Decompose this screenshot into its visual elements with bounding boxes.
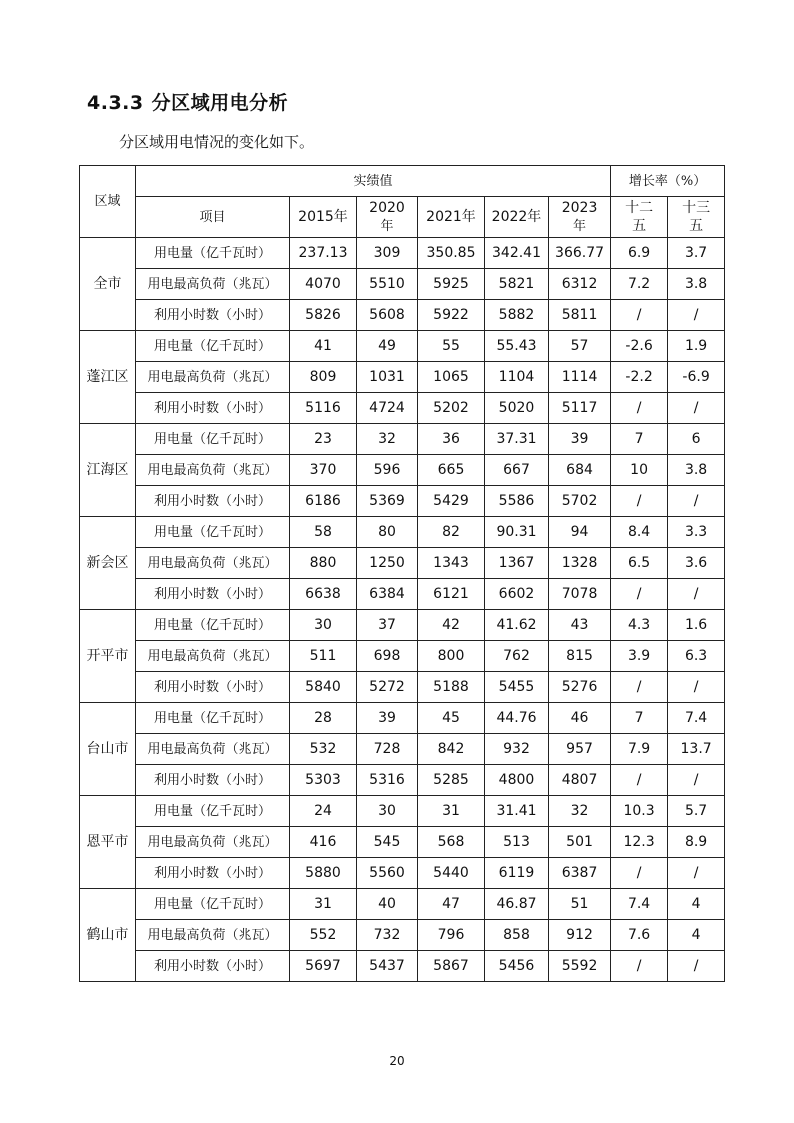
growth-cell: 8.4	[611, 517, 668, 548]
item-label: 用电最高负荷（兆瓦）	[136, 362, 290, 393]
value-cell: 4807	[549, 765, 611, 796]
growth-cell: 4	[668, 920, 725, 951]
item-label: 利用小时数（小时）	[136, 579, 290, 610]
growth-cell: 7.2	[611, 269, 668, 300]
value-cell: 366.77	[549, 238, 611, 269]
table-row	[80, 362, 725, 393]
value-cell: 880	[290, 548, 357, 579]
value-cell: 6312	[549, 269, 611, 300]
growth-cell: /	[668, 486, 725, 517]
growth-cell: 7.4	[611, 889, 668, 920]
region-name: 全市	[80, 238, 136, 331]
growth-cell: /	[611, 765, 668, 796]
page-number: 20	[389, 1054, 405, 1068]
value-cell: 684	[549, 455, 611, 486]
value-cell: 6121	[418, 579, 485, 610]
value-cell: 82	[418, 517, 485, 548]
value-cell: 5826	[290, 300, 357, 331]
value-cell: 30	[357, 796, 418, 827]
intro-paragraph: 分区域用电情况的变化如下。	[119, 133, 315, 151]
value-cell: 23	[290, 424, 357, 455]
value-cell: 5702	[549, 486, 611, 517]
item-label: 用电量（亿千瓦时）	[136, 424, 290, 455]
value-cell: 732	[357, 920, 418, 951]
growth-cell: 13.7	[668, 734, 725, 765]
growth-period-line: 十二	[625, 200, 654, 216]
section-heading	[87, 88, 288, 115]
value-cell: 5316	[357, 765, 418, 796]
value-cell: 7078	[549, 579, 611, 610]
header-row-2	[80, 197, 725, 238]
growth-cell: 7.4	[668, 703, 725, 734]
value-cell: 5840	[290, 672, 357, 703]
year-header-line: 2023	[561, 199, 598, 216]
growth-cell: 4	[668, 889, 725, 920]
value-cell: 39	[549, 424, 611, 455]
region-name: 新会区	[80, 517, 136, 610]
growth-cell: 12.3	[611, 827, 668, 858]
table-row	[80, 269, 725, 300]
table-row	[80, 765, 725, 796]
growth-cell: /	[668, 765, 725, 796]
value-cell: 57	[549, 331, 611, 362]
growth-cell: 7	[611, 703, 668, 734]
value-cell: 55	[418, 331, 485, 362]
growth-cell: /	[611, 858, 668, 889]
growth-cell: 6.5	[611, 548, 668, 579]
value-cell: 5925	[418, 269, 485, 300]
value-cell: 5456	[485, 951, 549, 982]
growth-cell: 6.9	[611, 238, 668, 269]
year-header	[357, 197, 418, 238]
actual-header: 实绩值	[136, 166, 611, 197]
year-header-line: 2020	[369, 199, 405, 216]
value-cell: 5116	[290, 393, 357, 424]
year-header	[485, 197, 549, 238]
value-cell: 1031	[357, 362, 418, 393]
table-row	[80, 920, 725, 951]
year-header-line: 2022年	[491, 208, 542, 225]
value-cell: 32	[357, 424, 418, 455]
value-cell: 37.31	[485, 424, 549, 455]
value-cell: 728	[357, 734, 418, 765]
value-cell: 342.41	[485, 238, 549, 269]
growth-cell: 1.6	[668, 610, 725, 641]
value-cell: 5560	[357, 858, 418, 889]
year-header-suffix: 年	[573, 218, 587, 234]
table-row	[80, 889, 725, 920]
item-label: 利用小时数（小时）	[136, 300, 290, 331]
value-cell: 596	[357, 455, 418, 486]
value-cell: 24	[290, 796, 357, 827]
table-row	[80, 734, 725, 765]
growth-cell: /	[611, 672, 668, 703]
value-cell: 552	[290, 920, 357, 951]
table-row	[80, 300, 725, 331]
value-cell: 932	[485, 734, 549, 765]
value-cell: 36	[418, 424, 485, 455]
value-cell: 796	[418, 920, 485, 951]
growth-cell: 3.8	[668, 269, 725, 300]
value-cell: 809	[290, 362, 357, 393]
value-cell: 513	[485, 827, 549, 858]
table-row	[80, 393, 725, 424]
value-cell: 47	[418, 889, 485, 920]
region-name: 开平市	[80, 610, 136, 703]
value-cell: 762	[485, 641, 549, 672]
growth-header: 增长率（%）	[611, 166, 725, 197]
growth-cell: 10	[611, 455, 668, 486]
value-cell: 1104	[485, 362, 549, 393]
value-cell: 32	[549, 796, 611, 827]
item-label: 用电量（亿千瓦时）	[136, 238, 290, 269]
item-label: 用电最高负荷（兆瓦）	[136, 548, 290, 579]
growth-cell: 8.9	[668, 827, 725, 858]
table-row	[80, 951, 725, 982]
growth-cell: 7	[611, 424, 668, 455]
growth-cell: 3.3	[668, 517, 725, 548]
value-cell: 31.41	[485, 796, 549, 827]
value-cell: 5276	[549, 672, 611, 703]
value-cell: 1114	[549, 362, 611, 393]
value-cell: 46	[549, 703, 611, 734]
value-cell: 4724	[357, 393, 418, 424]
year-header	[549, 197, 611, 238]
growth-cell: -6.9	[668, 362, 725, 393]
regional-electricity-table	[79, 165, 725, 982]
value-cell: 5586	[485, 486, 549, 517]
item-label: 利用小时数（小时）	[136, 951, 290, 982]
value-cell: 912	[549, 920, 611, 951]
item-label: 利用小时数（小时）	[136, 858, 290, 889]
value-cell: 41.62	[485, 610, 549, 641]
value-cell: 28	[290, 703, 357, 734]
growth-cell: 6	[668, 424, 725, 455]
growth-cell: 7.6	[611, 920, 668, 951]
value-cell: 5455	[485, 672, 549, 703]
growth-cell: 4.3	[611, 610, 668, 641]
growth-cell: -2.2	[611, 362, 668, 393]
year-header	[418, 197, 485, 238]
value-cell: 58	[290, 517, 357, 548]
region-name: 台山市	[80, 703, 136, 796]
value-cell: 6384	[357, 579, 418, 610]
growth-cell: /	[611, 486, 668, 517]
growth-cell: 3.6	[668, 548, 725, 579]
table-row	[80, 455, 725, 486]
value-cell: 5922	[418, 300, 485, 331]
item-label: 用电量（亿千瓦时）	[136, 331, 290, 362]
value-cell: 532	[290, 734, 357, 765]
growth-cell: /	[668, 672, 725, 703]
table-row	[80, 486, 725, 517]
value-cell: 511	[290, 641, 357, 672]
table-body	[80, 238, 725, 982]
item-label: 用电最高负荷（兆瓦）	[136, 734, 290, 765]
table-row	[80, 331, 725, 362]
growth-cell: 3.8	[668, 455, 725, 486]
value-cell: 350.85	[418, 238, 485, 269]
value-cell: 5811	[549, 300, 611, 331]
growth-cell: /	[611, 300, 668, 331]
item-header: 项目	[136, 197, 290, 238]
table-row	[80, 703, 725, 734]
value-cell: 44.76	[485, 703, 549, 734]
value-cell: 31	[418, 796, 485, 827]
section-title: 分区域用电分析	[151, 92, 289, 114]
item-label: 利用小时数（小时）	[136, 393, 290, 424]
item-label: 用电最高负荷（兆瓦）	[136, 920, 290, 951]
item-label: 用电量（亿千瓦时）	[136, 796, 290, 827]
value-cell: 667	[485, 455, 549, 486]
value-cell: 5272	[357, 672, 418, 703]
value-cell: 5202	[418, 393, 485, 424]
value-cell: 37	[357, 610, 418, 641]
growth-cell: 5.7	[668, 796, 725, 827]
region-name: 鹤山市	[80, 889, 136, 982]
value-cell: 5429	[418, 486, 485, 517]
table-row	[80, 517, 725, 548]
value-cell: 4070	[290, 269, 357, 300]
value-cell: 1343	[418, 548, 485, 579]
value-cell: 6119	[485, 858, 549, 889]
item-label: 用电最高负荷（兆瓦）	[136, 455, 290, 486]
value-cell: 39	[357, 703, 418, 734]
value-cell: 46.87	[485, 889, 549, 920]
value-cell: 5608	[357, 300, 418, 331]
year-header-line: 2021年	[426, 208, 476, 225]
value-cell: 665	[418, 455, 485, 486]
value-cell: 5867	[418, 951, 485, 982]
item-label: 用电量（亿千瓦时）	[136, 889, 290, 920]
table-row	[80, 579, 725, 610]
growth-cell: 7.9	[611, 734, 668, 765]
value-cell: 815	[549, 641, 611, 672]
value-cell: 5117	[549, 393, 611, 424]
growth-cell: /	[668, 300, 725, 331]
year-header-suffix: 年	[380, 218, 394, 234]
value-cell: 370	[290, 455, 357, 486]
growth-cell: 6.3	[668, 641, 725, 672]
growth-cell: /	[668, 579, 725, 610]
value-cell: 80	[357, 517, 418, 548]
growth-period-suffix: 五	[689, 218, 704, 234]
item-label: 利用小时数（小时）	[136, 486, 290, 517]
value-cell: 957	[549, 734, 611, 765]
region-name: 江海区	[80, 424, 136, 517]
value-cell: 501	[549, 827, 611, 858]
growth-period-suffix: 五	[632, 218, 647, 234]
item-label: 用电量（亿千瓦时）	[136, 703, 290, 734]
table-row	[80, 641, 725, 672]
value-cell: 45	[418, 703, 485, 734]
value-cell: 31	[290, 889, 357, 920]
year-header	[290, 197, 357, 238]
growth-cell: /	[611, 393, 668, 424]
value-cell: 5821	[485, 269, 549, 300]
value-cell: 858	[485, 920, 549, 951]
value-cell: 1250	[357, 548, 418, 579]
table-row	[80, 827, 725, 858]
table-row	[80, 548, 725, 579]
growth-cell: 1.9	[668, 331, 725, 362]
value-cell: 43	[549, 610, 611, 641]
value-cell: 5697	[290, 951, 357, 982]
value-cell: 42	[418, 610, 485, 641]
value-cell: 545	[357, 827, 418, 858]
value-cell: 5882	[485, 300, 549, 331]
table-row	[80, 610, 725, 641]
header-row-1	[80, 166, 725, 197]
year-header-line: 2015年	[298, 208, 348, 225]
region-name: 蓬江区	[80, 331, 136, 424]
value-cell: 416	[290, 827, 357, 858]
growth-period-line: 十三	[682, 200, 711, 216]
growth-cell: /	[668, 858, 725, 889]
value-cell: 5592	[549, 951, 611, 982]
growth-cell: /	[668, 951, 725, 982]
value-cell: 30	[290, 610, 357, 641]
value-cell: 6602	[485, 579, 549, 610]
value-cell: 5510	[357, 269, 418, 300]
value-cell: 90.31	[485, 517, 549, 548]
value-cell: 5188	[418, 672, 485, 703]
table-row	[80, 424, 725, 455]
value-cell: 1367	[485, 548, 549, 579]
value-cell: 237.13	[290, 238, 357, 269]
value-cell: 568	[418, 827, 485, 858]
value-cell: 6186	[290, 486, 357, 517]
value-cell: 5303	[290, 765, 357, 796]
value-cell: 6638	[290, 579, 357, 610]
value-cell: 49	[357, 331, 418, 362]
growth-cell: 3.9	[611, 641, 668, 672]
value-cell: 5285	[418, 765, 485, 796]
value-cell: 5020	[485, 393, 549, 424]
item-label: 用电最高负荷（兆瓦）	[136, 641, 290, 672]
value-cell: 94	[549, 517, 611, 548]
growth-period-header	[611, 197, 668, 238]
table-row	[80, 238, 725, 269]
value-cell: 51	[549, 889, 611, 920]
value-cell: 842	[418, 734, 485, 765]
table-row	[80, 672, 725, 703]
value-cell: 6387	[549, 858, 611, 889]
growth-cell: 10.3	[611, 796, 668, 827]
value-cell: 5437	[357, 951, 418, 982]
region-header: 区域	[80, 166, 136, 238]
value-cell: 1065	[418, 362, 485, 393]
value-cell: 5440	[418, 858, 485, 889]
region-name: 恩平市	[80, 796, 136, 889]
item-label: 利用小时数（小时）	[136, 672, 290, 703]
growth-cell: 3.7	[668, 238, 725, 269]
value-cell: 4800	[485, 765, 549, 796]
item-label: 用电最高负荷（兆瓦）	[136, 269, 290, 300]
item-label: 用电最高负荷（兆瓦）	[136, 827, 290, 858]
value-cell: 5369	[357, 486, 418, 517]
value-cell: 41	[290, 331, 357, 362]
table-row	[80, 858, 725, 889]
value-cell: 40	[357, 889, 418, 920]
item-label: 用电量（亿千瓦时）	[136, 610, 290, 641]
value-cell: 5880	[290, 858, 357, 889]
item-label: 用电量（亿千瓦时）	[136, 517, 290, 548]
item-label: 利用小时数（小时）	[136, 765, 290, 796]
growth-cell: /	[611, 579, 668, 610]
growth-cell: -2.6	[611, 331, 668, 362]
growth-period-header	[668, 197, 725, 238]
value-cell: 698	[357, 641, 418, 672]
value-cell: 800	[418, 641, 485, 672]
value-cell: 55.43	[485, 331, 549, 362]
table-row	[80, 796, 725, 827]
section-number: 4.3.3	[87, 92, 144, 114]
growth-cell: /	[611, 951, 668, 982]
value-cell: 1328	[549, 548, 611, 579]
value-cell: 309	[357, 238, 418, 269]
growth-cell: /	[668, 393, 725, 424]
